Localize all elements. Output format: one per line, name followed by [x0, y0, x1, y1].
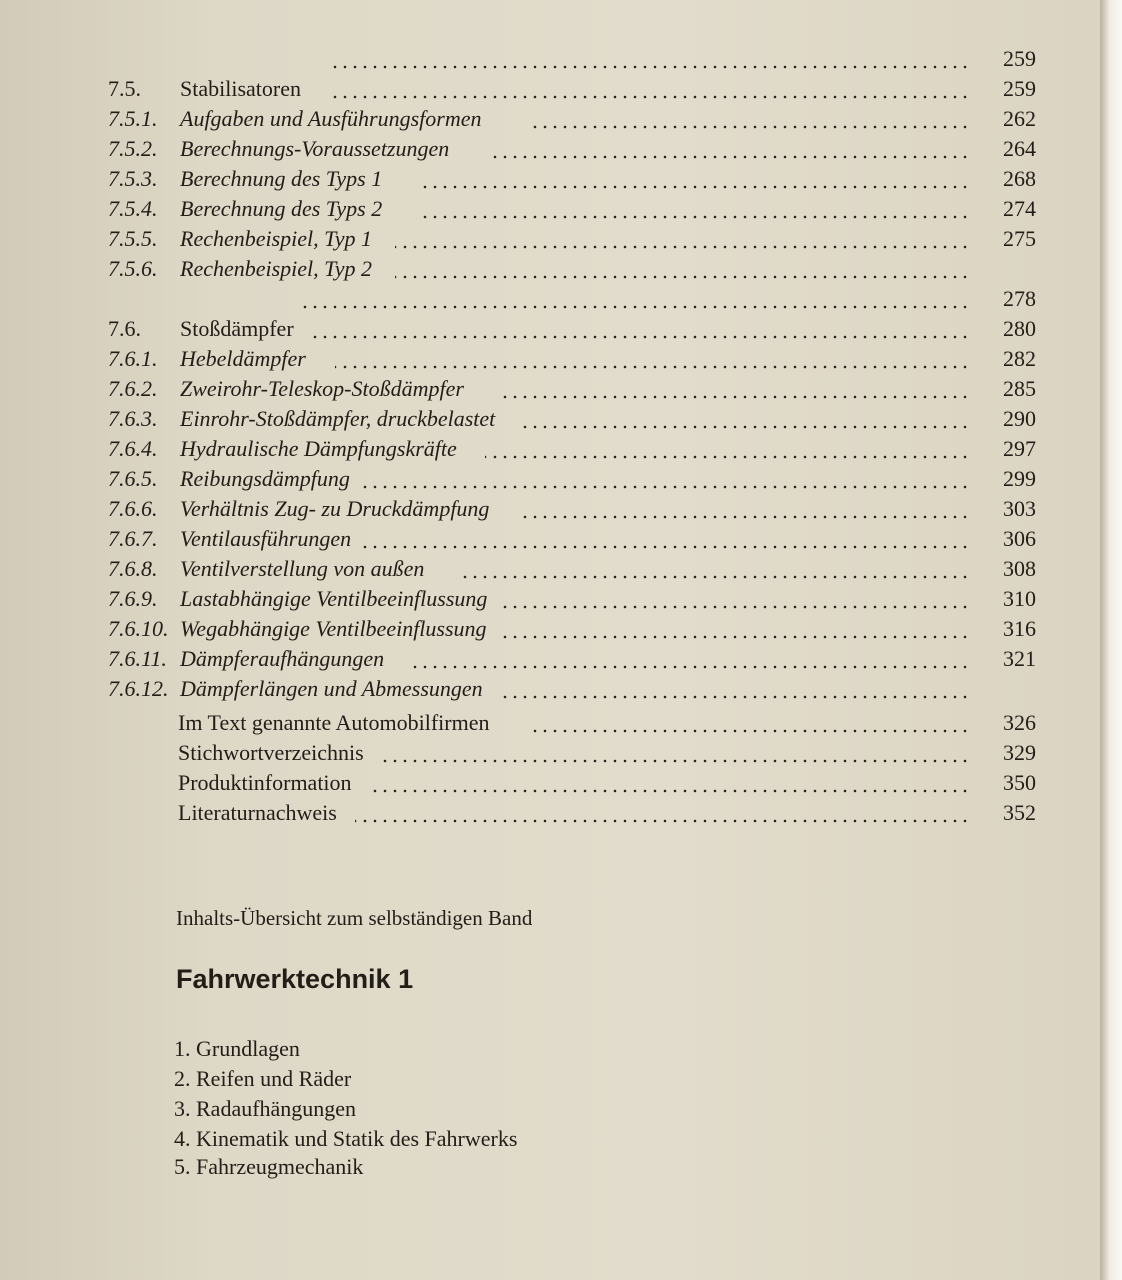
toc-entry-title: Ventilverstellung von außen	[180, 556, 425, 581]
dot-leader	[355, 798, 970, 828]
toc-entry	[0, 344, 1040, 374]
appendix-entry-page: 326	[1003, 710, 1036, 735]
toc-entry-number: 7.5.5.	[108, 226, 158, 251]
dot-leader	[395, 254, 970, 284]
dot-leader	[530, 708, 970, 738]
toc-entry-page: 297	[1003, 436, 1036, 461]
toc-entry	[0, 164, 1040, 194]
dot-leader	[310, 314, 970, 344]
page-edge	[1100, 0, 1122, 1280]
toc-entry-page: 278	[1003, 286, 1036, 311]
toc-entry-page: 316	[1003, 616, 1036, 641]
dot-leader	[300, 284, 970, 314]
volume-chapter: 3. Radaufhängungen	[174, 1096, 357, 1121]
toc-entry-title: Einrohr-Stoßdämpfer, druckbelastet	[180, 406, 496, 431]
toc-entry-page: 290	[1003, 406, 1036, 431]
toc-entry-title: Rechenbeispiel, Typ 1	[180, 226, 373, 251]
appendix-entry-page: 352	[1003, 800, 1036, 825]
toc-entry	[0, 194, 1040, 224]
appendix-entry	[0, 708, 1040, 738]
toc-entry-page: 268	[1003, 166, 1036, 191]
toc-entry-page: 262	[1003, 106, 1036, 131]
toc-entry-number: 7.5.6.	[108, 256, 158, 281]
dot-leader	[360, 524, 970, 554]
toc-entry-number: 7.6.5.	[108, 466, 158, 491]
toc-entry	[0, 464, 1040, 494]
dot-leader	[420, 194, 970, 224]
toc-entry-title: Verhältnis Zug- zu Druckdämpfung	[180, 496, 490, 521]
toc-entry	[0, 524, 1040, 554]
toc-entry-title: Stoßdämpfer	[180, 316, 294, 341]
dot-leader	[520, 494, 970, 524]
toc-entry-number: 7.6.2.	[108, 376, 158, 401]
toc-entry-number: 7.6.	[108, 316, 141, 341]
dot-leader	[420, 164, 970, 194]
volume-chapter: 4. Kinematik und Statik des Fahrwerks	[174, 1126, 518, 1151]
toc-entry-page: 308	[1003, 556, 1036, 581]
toc-entry-number: 7.5.1.	[108, 106, 158, 131]
toc-entry	[0, 674, 1040, 704]
toc-entry-title: Stabilisatoren	[180, 76, 301, 101]
dot-leader	[485, 434, 970, 464]
toc-entry	[0, 434, 1040, 464]
toc-entry	[0, 314, 1040, 344]
dot-leader	[410, 644, 970, 674]
dot-leader	[530, 104, 970, 134]
dot-leader	[335, 344, 970, 374]
toc-entry-title: Reibungsdämpfung	[180, 466, 350, 491]
toc-entry	[0, 134, 1040, 164]
appendix-entry	[0, 738, 1040, 768]
toc-entry-page: 282	[1003, 346, 1036, 371]
toc-entry-number: 7.6.9.	[108, 586, 158, 611]
toc-entry	[0, 644, 1040, 674]
volume-chapter: 2. Reifen und Räder	[174, 1066, 352, 1091]
toc-entry-page: 299	[1003, 466, 1036, 491]
toc-entry	[0, 554, 1040, 584]
dot-leader	[370, 768, 970, 798]
toc-entry-number: 7.6.4.	[108, 436, 158, 461]
toc-entry	[0, 104, 1040, 134]
toc-entry-number: 7.6.1.	[108, 346, 158, 371]
toc-entry-page: 274	[1003, 196, 1036, 221]
toc-entry-title: Hydraulische Dämpfungskräfte	[180, 436, 457, 461]
dot-leader	[500, 374, 970, 404]
volume-chapter: 1. Grundlagen	[174, 1036, 300, 1061]
toc-entry-title: Zweirohr-Teleskop-Stoßdämpfer	[180, 376, 464, 401]
toc-entry-title: Rechenbeispiel, Typ 2	[180, 256, 373, 281]
toc-entry-number: 7.6.3.	[108, 406, 158, 431]
appendix-entry	[0, 798, 1040, 828]
dot-leader	[330, 74, 970, 104]
dot-leader	[490, 134, 970, 164]
toc-entry-number: 7.6.7.	[108, 526, 158, 551]
dot-leader	[500, 674, 970, 704]
toc-entry-title: Dämpferaufhängungen	[180, 646, 385, 671]
toc-entry-title: Berechnungs-Voraussetzungen	[180, 136, 450, 161]
toc-entry	[0, 614, 1040, 644]
toc-entry-title: Wegabhängige Ventilbeeinflussung	[180, 616, 487, 641]
toc-entry	[0, 494, 1040, 524]
dot-leader	[500, 584, 970, 614]
appendix-entry-title: Stichwortverzeichnis	[178, 740, 364, 765]
toc-entry-page: 259	[1003, 76, 1036, 101]
toc-entry	[0, 254, 1040, 284]
toc-entry-page: 310	[1003, 586, 1036, 611]
appendix-entry-page: 329	[1003, 740, 1036, 765]
toc-entry-number: 7.6.6.	[108, 496, 158, 521]
toc-entry-title: Dämpferlängen und Abmessungen	[180, 676, 483, 701]
dot-leader	[500, 614, 970, 644]
appendix-entry-page: 350	[1003, 770, 1036, 795]
toc-entry-number: 7.6.11.	[108, 646, 167, 671]
toc-entry-page: 303	[1003, 496, 1036, 521]
toc-entry-title: Aufgaben und Ausführungsformen	[180, 106, 482, 131]
toc-entry-title: Hebeldämpfer	[180, 346, 306, 371]
toc-entry-page: 259	[1003, 46, 1036, 71]
toc-entry-page: 280	[1003, 316, 1036, 341]
toc-entry-title: Berechnung des Typs 1	[180, 166, 383, 191]
overview-heading: Inhalts-Übersicht zum selbständigen Band	[176, 906, 533, 930]
appendix-entry-title: Literaturnachweis	[178, 800, 337, 825]
toc-entry	[0, 224, 1040, 254]
toc-entry	[0, 404, 1040, 434]
toc-entry-number: 7.5.3.	[108, 166, 158, 191]
toc-entry	[0, 584, 1040, 614]
dot-leader	[460, 554, 970, 584]
toc-entry-title: Ventilausführungen	[180, 526, 352, 551]
toc-entry-number: 7.6.8.	[108, 556, 158, 581]
toc-entry-number: 7.5.4.	[108, 196, 158, 221]
toc-entry	[0, 44, 1040, 74]
toc-entry-title: Lastabhängige Ventilbeeinflussung	[180, 586, 488, 611]
dot-leader	[380, 738, 970, 768]
appendix-entry-title: Produktinformation	[178, 770, 352, 795]
toc-entry	[0, 74, 1040, 104]
dot-leader	[520, 404, 970, 434]
toc-entry-page: 275	[1003, 226, 1036, 251]
toc-entry-page: 285	[1003, 376, 1036, 401]
toc-entry-title: Berechnung des Typs 2	[180, 196, 383, 221]
volume-chapter: 5. Fahrzeugmechanik	[174, 1154, 364, 1179]
band-title: Fahrwerktechnik 1	[176, 964, 414, 994]
toc-entry-page: 306	[1003, 526, 1036, 551]
appendix-entry	[0, 768, 1040, 798]
toc-entry-page: 321	[1003, 646, 1036, 671]
toc-entry-number: 7.5.2.	[108, 136, 158, 161]
toc-entry	[0, 284, 1040, 314]
dot-leader	[395, 224, 970, 254]
dot-leader	[360, 464, 970, 494]
toc-entry	[0, 374, 1040, 404]
toc-entry-number: 7.6.12.	[108, 676, 169, 701]
toc-entry-page: 264	[1003, 136, 1036, 161]
toc-entry-number: 7.5.	[108, 76, 141, 101]
dot-leader	[330, 44, 970, 74]
appendix-entry-title: Im Text genannte Automobilfirmen	[178, 710, 490, 735]
toc-entry-number: 7.6.10.	[108, 616, 169, 641]
